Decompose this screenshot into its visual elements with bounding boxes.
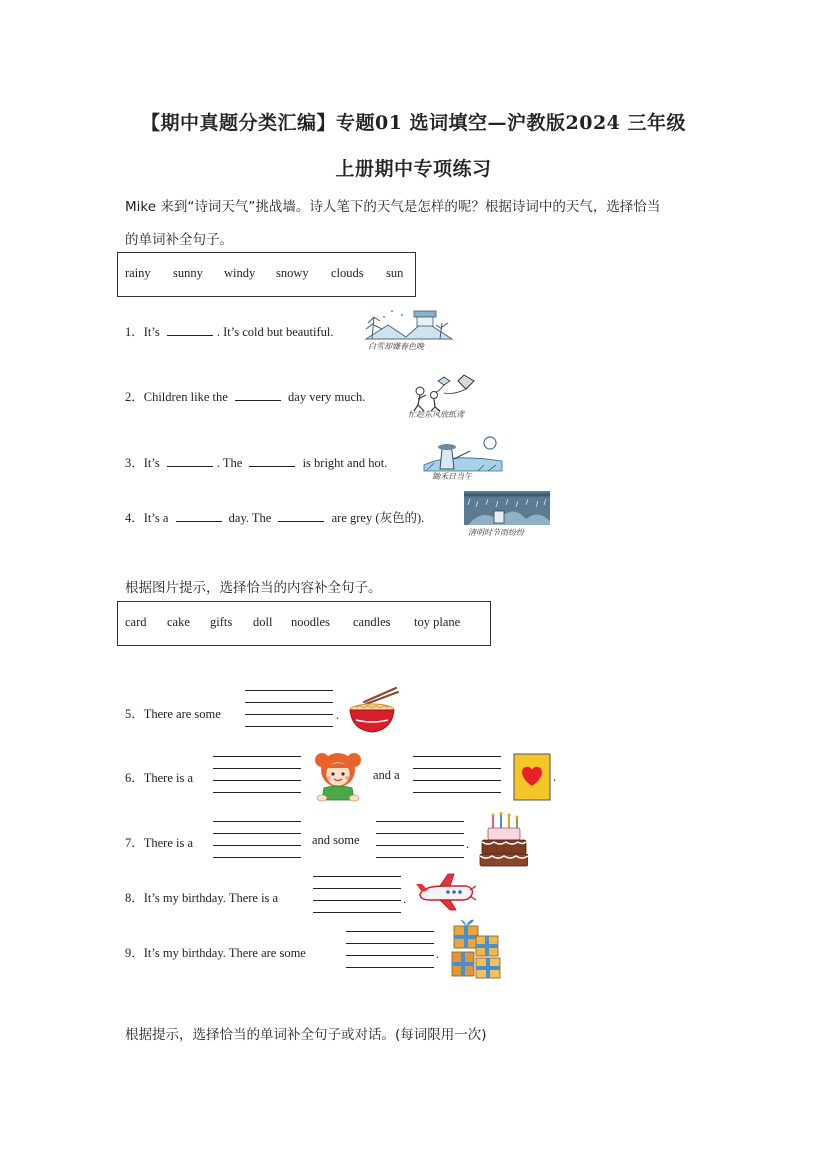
- answer-blank-4a[interactable]: [176, 509, 222, 522]
- answer-lines-8[interactable]: [313, 876, 401, 916]
- poem-caption-1: 白雪却嫌春色晚: [368, 342, 424, 351]
- word-gifts: gifts: [210, 615, 233, 629]
- noodles-icon: [346, 684, 400, 736]
- answer-lines-9[interactable]: [346, 931, 434, 971]
- question-4: 4．It’s a day. The are grey (灰色的).: [125, 511, 425, 525]
- period-6: .: [553, 770, 557, 784]
- word-toy-plane: toy plane: [414, 615, 461, 629]
- period-8: .: [403, 892, 407, 906]
- period-7: .: [466, 837, 470, 851]
- word-sunny: sunny: [173, 266, 203, 280]
- answer-blank-2[interactable]: [235, 388, 281, 401]
- question-9: 9．It’s my birthday. There are some: [125, 946, 306, 960]
- question-6-and: and a: [373, 768, 400, 782]
- period-9: .: [436, 947, 440, 961]
- section1-instruction-line1: Mike 来到“诗词天气”挑战墙。诗人笔下的天气是怎样的呢？根据诗词中的天气，选择恰当: [125, 199, 661, 215]
- answer-lines-7a[interactable]: [213, 821, 301, 861]
- word-bank-weather: [117, 252, 416, 297]
- rain-poem-picture: [464, 491, 550, 537]
- answer-lines-5[interactable]: [245, 690, 333, 730]
- doll-icon: [310, 748, 366, 802]
- word-snowy: snowy: [276, 266, 309, 280]
- snow-poem-picture: [362, 303, 454, 353]
- answer-lines-6b[interactable]: [413, 756, 501, 796]
- page-title: 【期中真题分类汇编】专题01 选词填空—沪教版2024 三年级: [140, 112, 687, 134]
- word-candles: candles: [353, 615, 391, 629]
- section1-instruction-line2: 的单词补全句子。: [125, 232, 233, 248]
- word-rainy: rainy: [125, 266, 151, 280]
- question-3: 3．It’s . The is bright and hot.: [125, 456, 388, 470]
- kite-poem-picture: [404, 371, 486, 419]
- answer-lines-6a[interactable]: [213, 756, 301, 796]
- word-cake: cake: [167, 615, 190, 629]
- toy-plane-icon: [414, 872, 476, 912]
- word-card: card: [125, 615, 147, 629]
- question-7: 7．There is a: [125, 836, 194, 850]
- period-5: .: [336, 708, 340, 722]
- answer-blank-1[interactable]: [167, 323, 213, 336]
- word-sun: sun: [386, 266, 404, 280]
- question-6: 6．There is a: [125, 771, 194, 785]
- gifts-icon: [448, 918, 504, 980]
- poem-caption-3: 锄禾日当午: [432, 472, 472, 481]
- section2-instruction: 根据图片提示，选择恰当的内容补全句子。: [125, 580, 382, 596]
- word-bank-birthday: [117, 601, 491, 646]
- question-7-and-some: and some: [312, 833, 360, 847]
- card-icon: [512, 752, 552, 802]
- word-windy: windy: [224, 266, 256, 280]
- answer-blank-3a[interactable]: [167, 454, 213, 467]
- word-noodles: noodles: [291, 615, 330, 629]
- section3-instruction: 根据提示，选择恰当的单词补全句子或对话。(每词限用一次): [125, 1027, 487, 1043]
- word-doll: doll: [253, 615, 273, 629]
- question-2: 2．Children like the day very much.: [125, 390, 366, 404]
- question-8: 8．It’s my birthday. There is a: [125, 891, 279, 905]
- answer-blank-3b[interactable]: [249, 454, 295, 467]
- poem-caption-2: 忙趁东风放纸鸢: [408, 410, 464, 419]
- cake-icon: [478, 812, 528, 868]
- answer-blank-4b[interactable]: [278, 509, 324, 522]
- answer-lines-7b[interactable]: [376, 821, 464, 861]
- sun-poem-picture: [418, 435, 504, 481]
- question-1: 1．It’s . It’s cold but beautiful.: [125, 325, 334, 339]
- word-clouds: clouds: [331, 266, 364, 280]
- poem-caption-4: 清明时节雨纷纷: [468, 528, 524, 537]
- question-5: 5．There are some: [125, 707, 221, 721]
- page-subtitle: 上册期中专项练习: [335, 158, 492, 180]
